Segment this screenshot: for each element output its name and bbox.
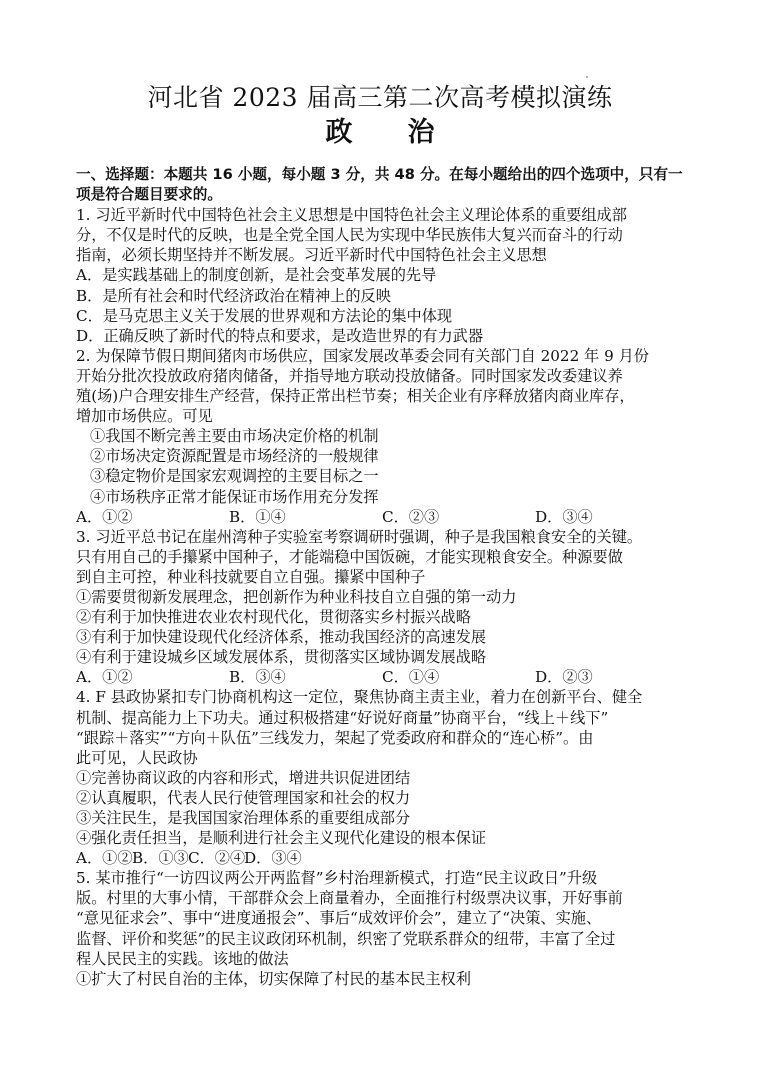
question-3-choices: [76, 667, 688, 687]
question-3: [76, 527, 688, 688]
question-5-stem-line: 监督、评价和奖惩”的民主议政闭环机制，织密了党联系群众的纽带，丰富了全过: [76, 929, 616, 948]
question-1-option-d: D．正确反映了新时代的特点和要求，是改造世界的有力武器: [76, 326, 484, 345]
question-2-stem-line: 开始分批次投放政府猪肉储备，并指导地方联动投放储备。同时国家发改委建议养: [76, 366, 623, 385]
exam-title: 河北省 2023 届高三第二次高考模拟演练: [147, 83, 613, 112]
question-5-stem-line: 5. 某市推行“一访四议两公开两监督”乡村治理新模式，打造“民主议政日”升级: [76, 869, 598, 888]
question-1-option-b: B．是所有社会和时代经济政治在精神上的反映: [76, 286, 391, 305]
question-3-statement-3: ③有利于加快建设现代化经济体系，推动我国经济的高速发展: [76, 628, 487, 647]
question-4-statement-4: ④强化责任担当，是顺利进行社会主义现代化建设的根本保证: [76, 829, 487, 848]
question-4-stem-line: 机制、提高能力上下功夫。通过积极搭建“好说好商量”协商平台，“线上＋线下”: [76, 708, 609, 727]
question-5-stem-line: “意见征求会”、事中“进度通报会”、事后“成效评价会”，建立了“决策、实施、: [76, 909, 602, 928]
question-1-stem-line: 分，不仅是时代的反映，也是全党全国人民为实现中华民族伟大复兴而奋斗的行动: [76, 226, 623, 245]
question-4-statement-3: ③关注民生，是我国国家治理体系的重要组成部分: [76, 809, 411, 827]
question-2-stem-line: 殖(场)户合理安排生产经营，保持正常出栏节奏；相关企业有序释放猪肉商业库存，: [76, 387, 635, 406]
question-2-choice-d: D．③④: [535, 507, 593, 526]
question-3-choice-d: D．②③: [535, 668, 593, 687]
question-2-statement-3: ③稳定物价是国家宏观调控的主要目标之一: [90, 467, 379, 486]
exam-content: [76, 165, 688, 989]
question-5: [76, 868, 688, 989]
question-5-stem-line: 版。村里的大事小情，干部群众会上商量着办，全面推行村级票决议事，开好事前: [76, 889, 623, 908]
question-2-stem-line: 增加市场供应。可见: [76, 407, 213, 426]
question-4-stem-line: 4. F 县政协紧扣专门协商机构这一定位，聚焦协商主责主业，着力在创新平台、健全: [76, 688, 643, 707]
question-3-stem-line: 到自主可控，种业科技就要自立自强。攥紧中国种子: [76, 567, 426, 586]
question-2: [76, 346, 688, 527]
question-3-stem-line: 3. 习近平总书记在崖州湾种子实验室考察调研时强调，种子是我国粮食安全的关键。: [76, 527, 643, 546]
question-4: [76, 687, 688, 868]
question-1-option-a: A．是实践基础上的制度创新，是社会变革发展的先导: [76, 266, 437, 285]
question-1: [76, 205, 688, 346]
question-3-stem-line: 只有用自己的手攥紧中国种子，才能端稳中国饭碗，才能实现粮食安全。种源要做: [76, 547, 623, 566]
question-4-statement-2: ②认真履职，代表人民行使管理国家和社会的权力: [76, 788, 411, 807]
question-3-choice-b: B．③④: [229, 668, 286, 687]
question-4-choice-b: B．①③: [132, 849, 189, 868]
question-4-stem-line: 此可见，人民政协: [76, 748, 198, 767]
question-2-choice-a: A．①②: [76, 507, 133, 526]
question-3-choice-c: C．①④: [382, 668, 440, 687]
question-1-stem-line: 指南，必须长期坚持并不断发展。习近平新时代中国特色社会主义思想: [76, 246, 547, 265]
question-2-choice-c: C．②③: [382, 507, 440, 526]
section-heading-line-1: 一、选择题：本题共 16 小题，每小题 3 分，共 48 分。在每小题给出的四个选项中，只有一: [76, 166, 683, 183]
scan-speck: [586, 76, 588, 78]
question-2-choice-b: B．①④: [229, 507, 286, 526]
question-2-statement-2: ②市场决定资源配置是市场经济的一般规律: [90, 447, 379, 466]
section-heading-line-2: 项是符合题目要求的。: [76, 186, 222, 204]
question-4-choice-d: D．③④: [244, 849, 302, 868]
exam-subject: 政 治: [325, 117, 449, 148]
question-4-choice-c: C．②④: [188, 849, 246, 868]
question-4-choice-a: A．①②: [76, 849, 133, 868]
question-5-stem-line: 程人民民主的实践。该地的做法: [76, 949, 289, 968]
question-5-statement-1: ①扩大了村民自治的主体，切实保障了村民的基本民主权利: [76, 969, 471, 988]
question-1-option-c: C．是马克思主义关于发展的世界观和方法论的集中体现: [76, 306, 453, 325]
question-3-choice-a: A．①②: [76, 668, 133, 687]
question-2-choices: [76, 507, 688, 527]
question-2-statement-4: ④市场秩序正常才能保证市场作用充分发挥: [90, 487, 379, 506]
question-1-stem-line: 1. 习近平新时代中国特色社会主义思想是中国特色社会主义理论体系的重要组成部: [76, 206, 627, 225]
question-3-statement-1: ①需要贯彻新发展理念，把创新作为种业科技自立自强的第一动力: [76, 587, 517, 606]
question-4-choices: [76, 848, 688, 868]
question-2-stem-line: 2. 为保障节假日期间猪肉市场供应，国家发展改革委会同有关部门自 2022 年 9 月份: [76, 346, 649, 365]
question-3-statement-4: ④有利于建设城乡区域发展体系，贯彻落实区域协调发展战略: [76, 648, 487, 667]
question-4-stem-line: “跟踪＋落实”“方向＋队伍”三线发力，架起了党委政府和群众的“连心桥”。由: [76, 728, 594, 747]
question-2-statement-1: ①我国不断完善主要由市场决定价格的机制: [90, 427, 379, 446]
question-3-statement-2: ②有利于加快推进农业农村现代化，贯彻落实乡村振兴战略: [76, 608, 471, 627]
question-4-statement-1: ①完善协商议政的内容和形式，增进共识促进团结: [76, 768, 411, 787]
